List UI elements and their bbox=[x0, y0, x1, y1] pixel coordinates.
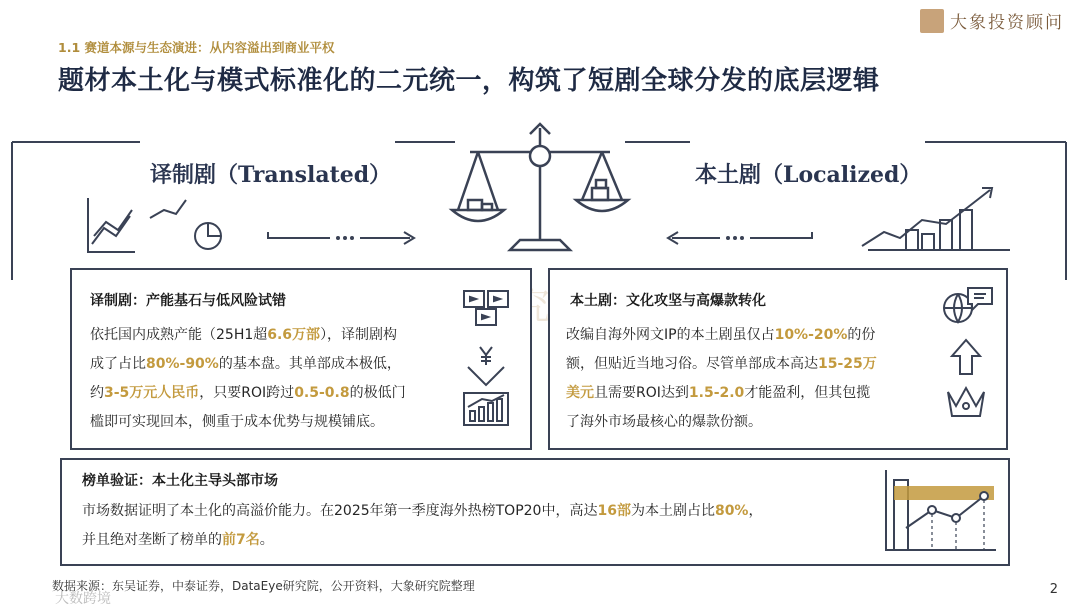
heading-localized: 本土剧（Localized） bbox=[695, 162, 922, 188]
highlight-value: 80%-90% bbox=[146, 356, 219, 372]
text-segment: 了海外市场最核心的爆款份额。 bbox=[566, 414, 762, 430]
highlight-value: 15-25万 bbox=[818, 356, 877, 372]
growth-chart-icon bbox=[464, 393, 508, 425]
highlight-value: 前7名 bbox=[222, 532, 260, 548]
text-segment: 改编自海外网文IP的本土剧虽仅占 bbox=[566, 327, 775, 343]
up-arrow-icon bbox=[952, 340, 980, 374]
text-segment: 。 bbox=[259, 532, 274, 548]
line-chart-icon bbox=[88, 198, 186, 252]
bar-chart-icon bbox=[862, 188, 1010, 250]
data-source: 数据来源：东吴证券，中泰证券，DataEye研究院，公开资料，大象研究院整理 bbox=[52, 579, 475, 593]
localized-card-title: 本土剧：文化攻坚与高爆款转化 bbox=[570, 293, 766, 309]
frame-diagram bbox=[0, 120, 1080, 280]
ranking-card-text bbox=[82, 497, 882, 555]
highlight-value: 10%-20% bbox=[774, 327, 848, 343]
text-segment: 且需要ROI达到 bbox=[594, 385, 689, 401]
text-segment: 约 bbox=[90, 385, 104, 401]
localized-icons bbox=[938, 282, 998, 432]
text-segment: ， bbox=[748, 503, 763, 519]
ranking-card-title: 榜单验证：本土化主导头部市场 bbox=[82, 473, 278, 489]
crown-icon bbox=[948, 388, 984, 416]
brand-logo bbox=[920, 8, 1064, 33]
arrow-left-to-center bbox=[268, 232, 414, 244]
arrow-right-to-center bbox=[668, 232, 812, 244]
scale-icon bbox=[452, 124, 628, 250]
localized-card-text bbox=[566, 321, 938, 437]
text-segment: 为本土剧占比 bbox=[630, 503, 715, 519]
heading-translated: 译制剧（Translated） bbox=[150, 162, 392, 188]
text-segment: 依托国内成熟产能（25H1超 bbox=[90, 327, 268, 343]
page-title: 题材本土化与模式标准化的二元统一，构筑了短剧全球分发的底层逻辑 bbox=[58, 66, 880, 96]
text-segment: ，只要ROI跨过 bbox=[199, 385, 295, 401]
highlight-value: 0.5-0.8 bbox=[294, 385, 350, 401]
text-segment: 的极低门 bbox=[349, 385, 406, 401]
text-segment: 的份 bbox=[847, 327, 876, 343]
globe-chat-icon bbox=[944, 288, 992, 322]
highlight-value: 80% bbox=[714, 503, 749, 519]
text-segment: 槛即可实现回本，侧重于成本优势与规模铺底。 bbox=[90, 414, 384, 430]
text-segment: 额，但贴近当地习俗。尽管单部成本高达 bbox=[566, 356, 818, 372]
translated-card-text bbox=[90, 321, 460, 437]
text-segment: ），译制剧构 bbox=[320, 327, 398, 343]
highlight-value: 3-5万元人民币 bbox=[104, 385, 200, 401]
text-segment: 的基本盘。其单部成本极低， bbox=[218, 356, 401, 372]
section-subtitle: 1.1 赛道本源与生态演进：从内容溢出到商业平权 bbox=[58, 40, 335, 55]
elephant-logo-icon bbox=[920, 9, 944, 33]
highlight-value: 1.5-2.0 bbox=[688, 385, 745, 401]
text-segment: 成了占比 bbox=[90, 356, 146, 372]
translate-docs-icon bbox=[464, 291, 508, 325]
pie-chart-icon bbox=[195, 223, 221, 249]
yen-down-icon bbox=[468, 347, 504, 385]
translated-card-title: 译制剧：产能基石与低风险试错 bbox=[90, 293, 286, 309]
highlight-value: 16部 bbox=[597, 503, 631, 519]
highlight-value: 6.6万部 bbox=[267, 327, 321, 343]
text-segment: 并且绝对垄断了榜单的 bbox=[82, 532, 222, 548]
text-segment: 才能盈利，但其包揽 bbox=[744, 385, 871, 401]
ranking-chart-icon bbox=[880, 466, 1000, 558]
corner-watermark: 大数跨境 bbox=[55, 591, 111, 607]
translated-icons bbox=[458, 285, 518, 435]
highlight-value: 美元 bbox=[566, 385, 594, 401]
page-number: 2 bbox=[1049, 582, 1058, 597]
text-segment: 市场数据证明了本土化的高溢价能力。在2025年第一季度海外热榜TOP20中，高达 bbox=[82, 503, 598, 519]
logo-text: 大象投资顾问 bbox=[950, 13, 1064, 33]
